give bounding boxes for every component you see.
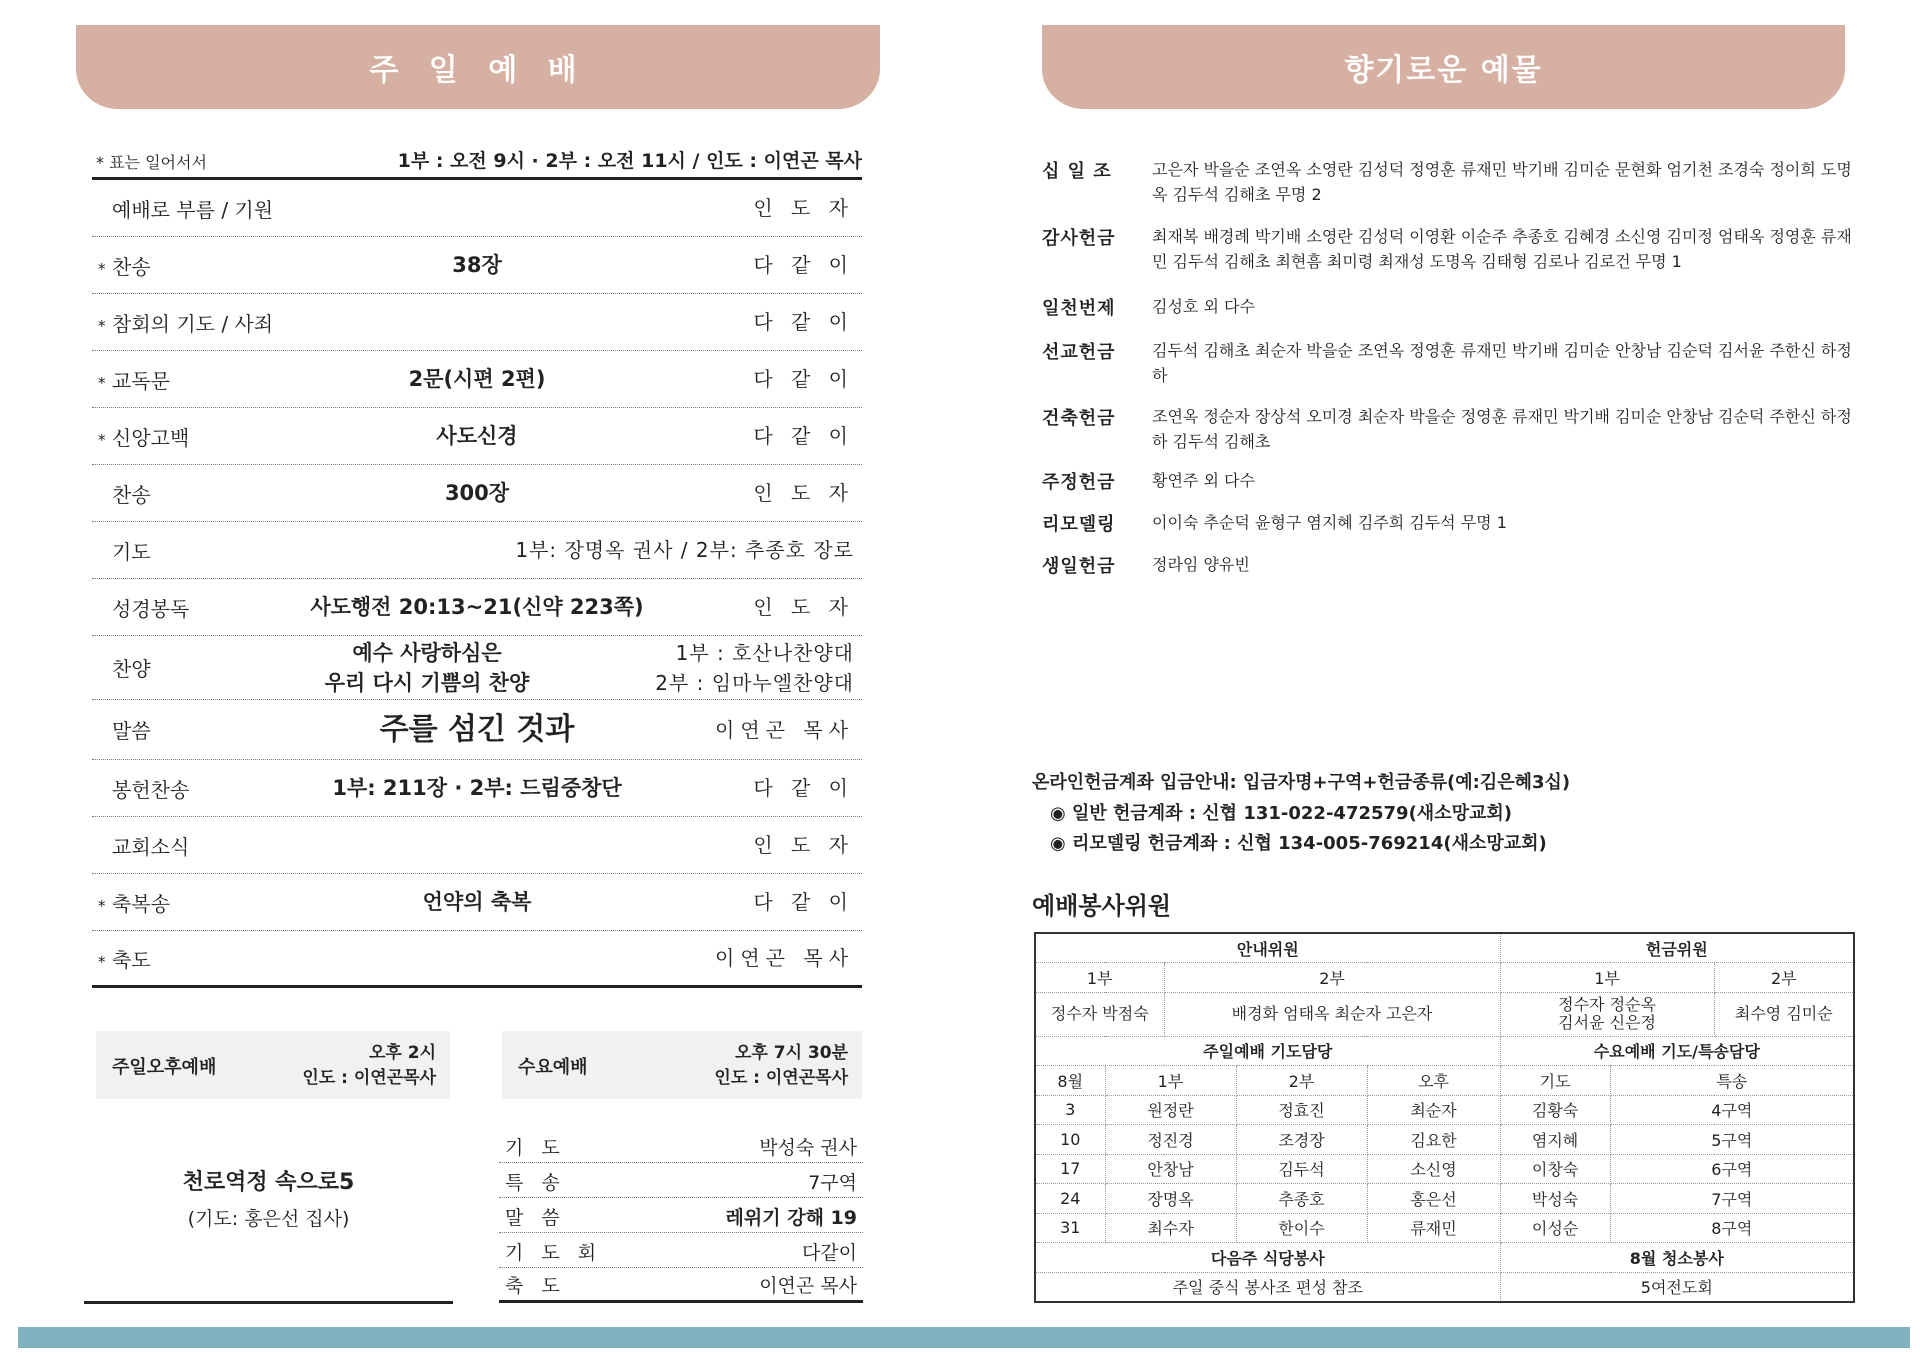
usher1-names: 정수자 박점숙 (1035, 992, 1164, 1036)
order-row (92, 465, 862, 522)
offering-row (1042, 510, 1862, 536)
order-leader-text: 다 같 이 (753, 890, 854, 914)
order-center-text: 주를 섬긴 것과 (379, 711, 575, 747)
order-row (92, 579, 862, 636)
duty-cell: 한이수 (1236, 1213, 1367, 1243)
wednesday-item: 축도 (505, 1275, 578, 1297)
duty-cell: 3 (1035, 1095, 1105, 1125)
duty-cell: 김황숙 (1500, 1095, 1610, 1125)
order-leader-text: 1부 : 호산나찬양대 (675, 640, 854, 665)
wednesday-row (499, 1233, 863, 1268)
worship-banner: 주 일 예 배 (76, 25, 880, 109)
order-center (262, 711, 692, 747)
duty-cell: 홍은선 (1367, 1184, 1500, 1214)
order-center-text: 300장 (444, 481, 510, 505)
order-row (92, 180, 862, 237)
order-leader (515, 534, 854, 566)
order-center (262, 363, 692, 395)
duty-cell: 김두석 (1236, 1154, 1367, 1184)
standing-mark: * (98, 896, 106, 915)
order-center (262, 249, 692, 281)
order-label (92, 194, 292, 223)
offering-names: 김두석 김해초 최순자 박을순 조연옥 정영훈 류재민 박기배 김미순 안창남 김순덕 김서윤 주한신 하정하 (1152, 341, 1852, 385)
wednesday-prayer-header: 수요예배 기도/특송담당 (1500, 1036, 1854, 1066)
order-row (92, 700, 862, 760)
order-center-text: 38장 (452, 253, 502, 277)
afternoon-prayer: (기도: 홍은선 집사) (187, 1208, 350, 1230)
duty-cell: 6구역 (1610, 1154, 1854, 1184)
offering-banner: 향기로운 예물 (1042, 25, 1845, 109)
committee-table (1034, 932, 1855, 1303)
duty-cell: 박성숙 (1500, 1184, 1610, 1214)
order-item-name: 예배로 부름 / 기원 (112, 197, 274, 222)
offering-type: 일천번제 (1042, 298, 1116, 319)
standing-mark: * (98, 259, 106, 278)
order-center (242, 638, 612, 698)
order-center (262, 886, 692, 918)
order-leader-text: 다 같 이 (753, 424, 854, 448)
offering-row (1042, 404, 1862, 454)
wednesday-title: 수요예배 (518, 1057, 588, 1078)
col-afternoon: 오후 (1367, 1066, 1500, 1096)
col-special: 특송 (1610, 1066, 1854, 1096)
order-leader (753, 772, 854, 804)
offering-names: 고은자 박을순 조연옥 소영란 김성덕 정영훈 류재민 박기배 김미순 문현화 엄기천 조경숙 정이희 도명옥 김두석 김해초 무명 2 (1152, 160, 1852, 204)
duty-cell: 최수자 (1105, 1213, 1236, 1243)
duty-cell: 4구역 (1610, 1095, 1854, 1125)
offering-header: 헌금위원 (1500, 933, 1854, 963)
wednesday-value: 다같이 (801, 1242, 857, 1264)
duty-cell: 정진경 (1105, 1125, 1236, 1155)
offering2-names: 최수영 김미순 (1714, 992, 1854, 1036)
duty-cell: 최순자 (1367, 1095, 1500, 1125)
standing-mark: * (98, 373, 106, 392)
order-label (92, 944, 292, 973)
offering-names: 김성호 외 다수 (1152, 297, 1255, 316)
order-center-text: 사도신경 (436, 424, 518, 448)
order-item-name: 말씀 (112, 719, 151, 743)
order-of-worship (92, 180, 862, 988)
duty-cell: 31 (1035, 1213, 1105, 1243)
order-row (92, 408, 862, 465)
afternoon-leader: 인도 : 이연곤목사 (302, 1068, 436, 1088)
order-row (92, 817, 862, 874)
order-item-name: 성경봉독 (112, 596, 190, 621)
duty-cell: 정효진 (1236, 1095, 1367, 1125)
col-prayer: 기도 (1500, 1066, 1610, 1096)
order-item-name: 축복송 (112, 891, 170, 916)
order-leader (753, 420, 854, 452)
meal-value: 주일 중식 봉사조 편성 참조 (1035, 1272, 1500, 1302)
offering-type: 리모델링 (1042, 514, 1116, 535)
wednesday-item: 특송 (505, 1172, 578, 1194)
order-leader (753, 249, 854, 281)
wednesday-row (499, 1163, 863, 1198)
order-leader-text: 인 도 자 (753, 595, 854, 619)
duty-cell: 추종호 (1236, 1184, 1367, 1214)
order-center-text: 2문(시편 2편) (408, 367, 546, 391)
offering1-line2: 김서윤 신은정 (1558, 1013, 1656, 1032)
order-leader (753, 591, 854, 623)
order-leader-text: 다 같 이 (753, 253, 854, 277)
service-times: 1부 : 오전 9시 · 2부 : 오전 11시 / 인도 : 이연곤 목사 (397, 150, 862, 172)
clean-header: 8월 청소봉사 (1500, 1243, 1854, 1273)
order-leader-text: 이연곤 목사 (715, 946, 854, 970)
offering-row (1042, 224, 1862, 274)
duty-cell: 이성순 (1500, 1213, 1610, 1243)
order-center (262, 420, 692, 452)
offering-type: 생일헌금 (1042, 556, 1116, 577)
offering-type: 감사헌금 (1042, 228, 1116, 249)
offering-row (1042, 294, 1862, 320)
duty-cell: 안창남 (1105, 1154, 1236, 1184)
offering-names: 이이숙 추순덕 윤형구 염지혜 김주희 김두석 무명 1 (1152, 513, 1507, 532)
duty-cell: 이창숙 (1500, 1154, 1610, 1184)
order-center-text: 예수 사랑하심은 (352, 640, 502, 665)
duty-cell: 5구역 (1610, 1125, 1854, 1155)
meal-header: 다음주 식당봉사 (1035, 1243, 1500, 1273)
order-leader-text: 1부: 장명옥 권사 / 2부: 추종호 장로 (515, 538, 854, 562)
col-month: 8월 (1035, 1066, 1105, 1096)
wednesday-value: 박성숙 권사 (759, 1137, 857, 1159)
col-part1: 1부 (1105, 1066, 1236, 1096)
usher2-names: 배경화 엄태옥 최순자 고은자 (1164, 992, 1500, 1036)
duty-cell: 원정란 (1105, 1095, 1236, 1125)
order-leader-text: 인 도 자 (753, 196, 854, 220)
usher-part2: 2부 (1164, 963, 1500, 993)
order-leader (753, 363, 854, 395)
duty-cell: 7구역 (1610, 1184, 1854, 1214)
afternoon-topic-block (84, 1165, 453, 1231)
bottom-bar (18, 1327, 1910, 1348)
wednesday-value: 이연곤 목사 (759, 1275, 857, 1297)
duty-cell: 17 (1035, 1154, 1105, 1184)
order-leader-text: 이연곤 목사 (715, 717, 854, 742)
order-row (92, 294, 862, 351)
order-center (262, 772, 692, 804)
col-part2: 2부 (1236, 1066, 1367, 1096)
order-leader (753, 829, 854, 861)
offering-row (1042, 552, 1862, 578)
order-row (92, 351, 862, 408)
offering1-line1: 정수자 정순옥 (1558, 995, 1656, 1014)
wednesday-time: 오후 7시 30분 (734, 1043, 848, 1063)
order-leader-text: 인 도 자 (753, 481, 854, 505)
general-account: ◉ 일반 헌금계좌 : 신협 131-022-472579(새소망교회) (1050, 803, 1512, 824)
duty-row (1035, 1095, 1854, 1125)
order-item-name: 기도 (112, 539, 151, 564)
standing-mark: * (98, 430, 106, 449)
offering-names: 황연주 외 다수 (1152, 471, 1255, 490)
duty-cell: 소신영 (1367, 1154, 1500, 1184)
order-item-name: 교독문 (112, 368, 170, 393)
usher-part1: 1부 (1035, 963, 1164, 993)
wednesday-value: 7구역 (808, 1172, 857, 1194)
order-leader (753, 886, 854, 918)
order-leader (753, 192, 854, 224)
wednesday-item: 말씀 (505, 1207, 578, 1229)
wednesday-service-box (502, 1031, 862, 1099)
order-leader (753, 477, 854, 509)
duty-cell: 장명옥 (1105, 1184, 1236, 1214)
remodel-account: ◉ 리모델링 헌금계좌 : 신협 134-005-769214(새소망교회) (1050, 833, 1547, 854)
afternoon-time: 오후 2시 (368, 1043, 436, 1063)
worship-header (92, 140, 862, 180)
wednesday-value: 레위기 강해 19 (725, 1207, 857, 1229)
order-item-name: 교회소식 (112, 834, 190, 859)
offering-type: 선교헌금 (1042, 342, 1116, 363)
order-item-name: 참회의 기도 / 사죄 (112, 311, 274, 336)
duty-row (1035, 1213, 1854, 1243)
order-row (92, 931, 862, 988)
order-center-text: 사도행전 20:13~21(신약 223쪽) (310, 595, 644, 619)
offering-names: 조연옥 정순자 장상석 오미경 최순자 박을순 정영훈 류재민 박기배 김미순 안창남 김순덕 주한신 하정하 김두석 김해초 (1152, 407, 1852, 451)
order-item-name: 찬송 (112, 254, 151, 279)
clean-value: 5여전도회 (1500, 1272, 1854, 1302)
order-label (92, 536, 292, 565)
duty-cell: 염지혜 (1500, 1125, 1610, 1155)
wednesday-order (499, 1128, 863, 1303)
offering-row (1042, 157, 1862, 207)
order-row (92, 874, 862, 931)
offering-part1: 1부 (1500, 963, 1714, 993)
offering-part2: 2부 (1714, 963, 1854, 993)
wednesday-row (499, 1128, 863, 1163)
afternoon-service-box (96, 1031, 450, 1099)
standing-note: * 표는 일어서서 (96, 153, 207, 172)
order-item-name: 찬송 (112, 482, 151, 507)
duty-cell: 8구역 (1610, 1213, 1854, 1243)
divider (84, 1301, 453, 1304)
offering-row (1042, 338, 1862, 388)
order-leader (655, 638, 854, 698)
order-leader-text: 다 같 이 (753, 776, 854, 800)
offering1-names (1500, 992, 1714, 1036)
duty-row (1035, 1125, 1854, 1155)
order-label (92, 831, 292, 860)
order-item-name: 축도 (112, 947, 151, 972)
duty-cell: 조경장 (1236, 1125, 1367, 1155)
duty-cell: 24 (1035, 1184, 1105, 1214)
order-center (262, 477, 692, 509)
standing-mark: * (98, 952, 106, 971)
order-row (92, 636, 862, 700)
order-leader-text: 인 도 자 (753, 833, 854, 857)
order-row (92, 237, 862, 294)
order-center-text: 1부: 211장 · 2부: 드림중창단 (332, 776, 622, 800)
order-item-name: 찬양 (112, 657, 151, 681)
afternoon-title: 주일오후예배 (112, 1057, 217, 1078)
wednesday-row (499, 1198, 863, 1233)
order-leader-text: 다 같 이 (753, 310, 854, 334)
order-center-text-2: 우리 다시 기쁨의 찬양 (324, 670, 530, 695)
wednesday-item: 기도 (505, 1137, 578, 1159)
sunday-prayer-header: 주일예배 기도담당 (1035, 1036, 1500, 1066)
offering-names: 최재복 배경례 박기배 소영란 김성덕 이영환 이순주 추종호 김혜경 소신영 김미정 엄태옥 정영훈 류재민 김두석 김해초 최현흠 최미령 최재성 도명옥 김태형 김로나 김로건 무명 1 (1152, 227, 1852, 271)
offering-type: 주정헌금 (1042, 472, 1116, 493)
order-item-name: 봉헌찬송 (112, 777, 190, 802)
order-row (92, 760, 862, 817)
committee-title: 예배봉사위원 (1032, 892, 1172, 920)
order-leader (715, 714, 854, 746)
standing-mark: * (98, 316, 106, 335)
afternoon-topic: 천로역정 속으로5 (182, 1170, 355, 1195)
offering-type: 십 일 조 (1042, 161, 1112, 182)
duty-cell: 김요한 (1367, 1125, 1500, 1155)
wednesday-row (499, 1268, 863, 1303)
offering-type: 건축헌금 (1042, 408, 1116, 429)
duty-row (1035, 1184, 1854, 1214)
wednesday-leader: 인도 : 이연곤목사 (714, 1068, 848, 1088)
duty-row (1035, 1154, 1854, 1184)
order-leader (715, 942, 854, 974)
usher-header: 안내위원 (1035, 933, 1500, 963)
offering-names: 정라임 양유빈 (1152, 555, 1250, 574)
duty-cell: 10 (1035, 1125, 1105, 1155)
order-row (92, 522, 862, 579)
order-center-text: 언약의 축복 (422, 890, 532, 914)
duty-cell: 류재민 (1367, 1213, 1500, 1243)
offering-row (1042, 468, 1862, 494)
order-item-name: 신앙고백 (112, 425, 190, 450)
order-label (92, 308, 292, 337)
order-leader-text-2: 2부 : 임마누엘찬양대 (655, 670, 854, 695)
online-guide: 온라인헌금계좌 입금안내: 입금자명+구역+헌금종류(예:김은혜3십) (1032, 772, 1571, 793)
order-leader-text: 다 같 이 (753, 367, 854, 391)
order-leader (753, 306, 854, 338)
wednesday-item: 기도회 (505, 1242, 615, 1264)
order-center (262, 591, 692, 623)
